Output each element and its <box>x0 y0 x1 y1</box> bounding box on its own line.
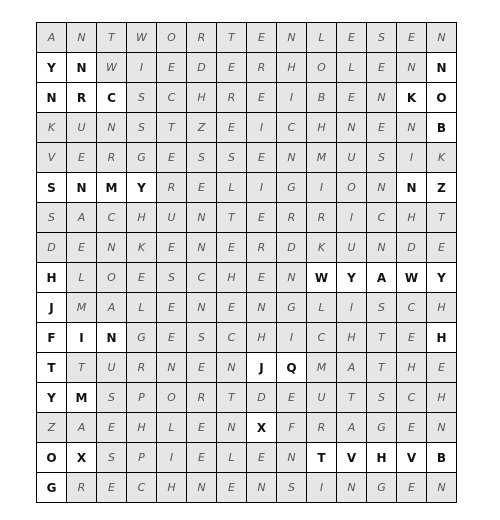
grid-cell[interactable]: J <box>37 293 67 323</box>
grid-cell[interactable]: G <box>277 173 307 203</box>
grid-cell[interactable]: E <box>337 23 367 53</box>
grid-cell[interactable]: H <box>217 263 247 293</box>
grid-cell[interactable]: S <box>367 383 397 413</box>
grid-cell[interactable]: X <box>247 413 277 443</box>
grid-cell[interactable]: N <box>157 353 187 383</box>
grid-cell[interactable]: E <box>397 323 427 353</box>
grid-cell[interactable]: Z <box>37 413 67 443</box>
grid-cell[interactable]: C <box>157 83 187 113</box>
grid-cell[interactable]: U <box>337 143 367 173</box>
grid-cell[interactable]: T <box>367 353 397 383</box>
grid-cell[interactable]: E <box>187 353 217 383</box>
grid-cell[interactable]: E <box>187 173 217 203</box>
grid-cell[interactable]: T <box>37 353 67 383</box>
grid-cell[interactable]: L <box>307 293 337 323</box>
grid-cell[interactable]: E <box>427 353 457 383</box>
grid-cell[interactable]: Y <box>337 263 367 293</box>
grid-cell[interactable]: G <box>367 473 397 503</box>
grid-cell[interactable]: T <box>217 23 247 53</box>
grid-cell[interactable]: I <box>277 323 307 353</box>
grid-cell[interactable]: E <box>97 413 127 443</box>
grid-cell[interactable]: C <box>397 293 427 323</box>
grid-cell[interactable]: N <box>367 233 397 263</box>
grid-cell[interactable]: A <box>67 203 97 233</box>
grid-cell[interactable]: O <box>157 23 187 53</box>
grid-cell[interactable]: H <box>397 353 427 383</box>
grid-cell[interactable]: N <box>247 293 277 323</box>
grid-cell[interactable]: N <box>187 233 217 263</box>
grid-cell[interactable]: N <box>367 173 397 203</box>
grid-cell[interactable]: D <box>277 233 307 263</box>
grid-cell[interactable]: N <box>427 473 457 503</box>
grid-cell[interactable]: T <box>217 203 247 233</box>
grid-cell[interactable]: T <box>427 203 457 233</box>
grid-cell[interactable]: N <box>37 83 67 113</box>
grid-cell[interactable]: R <box>127 353 157 383</box>
grid-cell[interactable]: H <box>247 323 277 353</box>
grid-cell[interactable]: T <box>67 353 97 383</box>
grid-cell[interactable]: M <box>307 143 337 173</box>
grid-cell[interactable]: K <box>397 83 427 113</box>
grid-cell[interactable]: S <box>127 113 157 143</box>
grid-cell[interactable]: L <box>67 263 97 293</box>
grid-cell[interactable]: H <box>307 113 337 143</box>
grid-cell[interactable]: E <box>157 233 187 263</box>
grid-cell[interactable]: S <box>187 323 217 353</box>
grid-cell[interactable]: D <box>37 233 67 263</box>
grid-cell[interactable]: C <box>97 83 127 113</box>
grid-cell[interactable]: E <box>427 233 457 263</box>
grid-cell[interactable]: R <box>157 173 187 203</box>
grid-cell[interactable]: E <box>97 473 127 503</box>
grid-cell[interactable]: E <box>367 113 397 143</box>
grid-cell[interactable]: S <box>37 203 67 233</box>
grid-cell[interactable]: K <box>37 113 67 143</box>
grid-cell[interactable]: Y <box>37 53 67 83</box>
grid-cell[interactable]: V <box>397 443 427 473</box>
grid-cell[interactable]: C <box>187 263 217 293</box>
grid-cell[interactable]: I <box>337 203 367 233</box>
grid-cell[interactable]: W <box>307 263 337 293</box>
grid-cell[interactable]: T <box>367 323 397 353</box>
grid-cell[interactable]: E <box>247 443 277 473</box>
grid-cell[interactable]: M <box>97 173 127 203</box>
grid-cell[interactable]: H <box>427 293 457 323</box>
grid-cell[interactable]: N <box>97 113 127 143</box>
grid-cell[interactable]: A <box>337 413 367 443</box>
grid-cell[interactable]: T <box>217 383 247 413</box>
grid-cell[interactable]: Z <box>187 113 217 143</box>
grid-cell[interactable]: B <box>427 443 457 473</box>
grid-cell[interactable]: N <box>337 473 367 503</box>
grid-cell[interactable]: P <box>127 443 157 473</box>
grid-cell[interactable]: O <box>97 263 127 293</box>
grid-cell[interactable]: R <box>217 83 247 113</box>
grid-cell[interactable]: N <box>427 53 457 83</box>
grid-cell[interactable]: I <box>397 143 427 173</box>
grid-cell[interactable]: H <box>127 203 157 233</box>
grid-cell[interactable]: T <box>337 383 367 413</box>
grid-cell[interactable]: N <box>277 263 307 293</box>
grid-cell[interactable]: L <box>217 173 247 203</box>
grid-cell[interactable]: N <box>67 53 97 83</box>
grid-cell[interactable]: S <box>97 383 127 413</box>
grid-cell[interactable]: D <box>187 53 217 83</box>
grid-cell[interactable]: W <box>97 53 127 83</box>
grid-cell[interactable]: N <box>397 113 427 143</box>
grid-cell[interactable]: E <box>337 83 367 113</box>
grid-cell[interactable]: S <box>367 23 397 53</box>
grid-cell[interactable]: M <box>67 383 97 413</box>
grid-cell[interactable]: Y <box>37 383 67 413</box>
grid-cell[interactable]: C <box>367 203 397 233</box>
grid-cell[interactable]: C <box>307 323 337 353</box>
grid-cell[interactable]: T <box>307 443 337 473</box>
grid-cell[interactable]: M <box>67 293 97 323</box>
grid-cell[interactable]: E <box>247 23 277 53</box>
grid-cell[interactable]: S <box>217 143 247 173</box>
grid-cell[interactable]: R <box>187 383 217 413</box>
grid-cell[interactable]: N <box>337 113 367 143</box>
grid-cell[interactable]: R <box>307 203 337 233</box>
grid-cell[interactable]: S <box>277 473 307 503</box>
grid-cell[interactable]: H <box>337 323 367 353</box>
grid-cell[interactable]: I <box>127 53 157 83</box>
grid-cell[interactable]: C <box>277 113 307 143</box>
grid-cell[interactable]: P <box>127 383 157 413</box>
grid-cell[interactable]: H <box>367 443 397 473</box>
grid-cell[interactable]: L <box>127 293 157 323</box>
grid-cell[interactable]: E <box>187 443 217 473</box>
grid-cell[interactable]: W <box>397 263 427 293</box>
grid-cell[interactable]: C <box>217 323 247 353</box>
grid-cell[interactable]: I <box>277 83 307 113</box>
grid-cell[interactable]: N <box>187 203 217 233</box>
grid-cell[interactable]: N <box>397 173 427 203</box>
grid-cell[interactable]: E <box>217 233 247 263</box>
grid-cell[interactable]: O <box>157 383 187 413</box>
grid-cell[interactable]: H <box>127 413 157 443</box>
grid-cell[interactable]: A <box>367 263 397 293</box>
grid-cell[interactable]: Y <box>427 263 457 293</box>
grid-cell[interactable]: E <box>247 143 277 173</box>
grid-cell[interactable]: J <box>247 353 277 383</box>
grid-cell[interactable]: N <box>67 173 97 203</box>
grid-cell[interactable]: O <box>37 443 67 473</box>
grid-cell[interactable]: D <box>247 383 277 413</box>
grid-cell[interactable]: H <box>277 53 307 83</box>
grid-cell[interactable]: R <box>97 143 127 173</box>
grid-cell[interactable]: K <box>427 143 457 173</box>
grid-cell[interactable]: E <box>187 413 217 443</box>
grid-cell[interactable]: S <box>367 293 397 323</box>
grid-cell[interactable]: G <box>367 413 397 443</box>
grid-cell[interactable]: S <box>187 143 217 173</box>
grid-cell[interactable]: A <box>337 353 367 383</box>
grid-cell[interactable]: E <box>217 113 247 143</box>
grid-cell[interactable]: N <box>277 23 307 53</box>
grid-cell[interactable]: I <box>307 173 337 203</box>
grid-cell[interactable]: E <box>397 23 427 53</box>
grid-cell[interactable]: G <box>277 293 307 323</box>
grid-cell[interactable]: E <box>157 143 187 173</box>
grid-cell[interactable]: H <box>397 203 427 233</box>
grid-cell[interactable]: S <box>97 443 127 473</box>
grid-cell[interactable]: F <box>277 413 307 443</box>
grid-cell[interactable]: R <box>67 83 97 113</box>
grid-cell[interactable]: T <box>97 23 127 53</box>
grid-cell[interactable]: N <box>217 353 247 383</box>
grid-cell[interactable]: I <box>337 293 367 323</box>
grid-cell[interactable]: R <box>187 23 217 53</box>
grid-cell[interactable]: N <box>97 323 127 353</box>
grid-cell[interactable]: R <box>247 233 277 263</box>
grid-cell[interactable]: R <box>67 473 97 503</box>
grid-cell[interactable]: N <box>187 293 217 323</box>
grid-cell[interactable]: S <box>367 143 397 173</box>
grid-cell[interactable]: W <box>127 23 157 53</box>
grid-cell[interactable]: E <box>67 233 97 263</box>
grid-cell[interactable]: U <box>337 233 367 263</box>
grid-cell[interactable]: S <box>127 83 157 113</box>
grid-cell[interactable]: E <box>157 293 187 323</box>
grid-cell[interactable]: E <box>217 293 247 323</box>
grid-cell[interactable]: K <box>307 233 337 263</box>
grid-cell[interactable]: R <box>307 413 337 443</box>
grid-cell[interactable]: N <box>187 473 217 503</box>
grid-cell[interactable]: V <box>37 143 67 173</box>
grid-cell[interactable]: N <box>217 413 247 443</box>
grid-cell[interactable]: L <box>307 23 337 53</box>
grid-cell[interactable]: Y <box>127 173 157 203</box>
grid-cell[interactable]: E <box>157 323 187 353</box>
grid-cell[interactable]: I <box>247 113 277 143</box>
grid-cell[interactable]: E <box>157 53 187 83</box>
grid-cell[interactable]: E <box>247 83 277 113</box>
grid-cell[interactable]: E <box>247 263 277 293</box>
grid-cell[interactable]: U <box>307 383 337 413</box>
grid-cell[interactable]: M <box>307 353 337 383</box>
grid-cell[interactable]: N <box>367 83 397 113</box>
grid-cell[interactable]: U <box>97 353 127 383</box>
grid-cell[interactable]: E <box>277 383 307 413</box>
grid-cell[interactable]: U <box>157 203 187 233</box>
grid-cell[interactable]: H <box>37 263 67 293</box>
grid-cell[interactable]: O <box>307 53 337 83</box>
grid-cell[interactable]: I <box>247 173 277 203</box>
grid-cell[interactable]: C <box>97 203 127 233</box>
grid-cell[interactable]: G <box>127 143 157 173</box>
grid-cell[interactable]: N <box>277 143 307 173</box>
grid-cell[interactable]: O <box>337 173 367 203</box>
grid-cell[interactable]: H <box>427 323 457 353</box>
grid-cell[interactable]: A <box>67 413 97 443</box>
grid-cell[interactable]: E <box>217 53 247 83</box>
grid-cell[interactable]: T <box>157 113 187 143</box>
grid-cell[interactable]: Z <box>427 173 457 203</box>
grid-cell[interactable]: A <box>97 293 127 323</box>
grid-cell[interactable]: E <box>67 143 97 173</box>
grid-cell[interactable]: A <box>37 23 67 53</box>
grid-cell[interactable]: B <box>307 83 337 113</box>
grid-cell[interactable]: N <box>67 23 97 53</box>
grid-cell[interactable]: B <box>427 113 457 143</box>
grid-cell[interactable]: N <box>277 443 307 473</box>
grid-cell[interactable]: I <box>157 443 187 473</box>
grid-cell[interactable]: N <box>427 23 457 53</box>
word-search-grid <box>36 22 457 503</box>
grid-cell[interactable]: H <box>427 383 457 413</box>
grid-cell[interactable]: S <box>157 263 187 293</box>
grid-cell[interactable]: N <box>97 233 127 263</box>
grid-cell[interactable]: S <box>37 173 67 203</box>
grid-cell[interactable]: C <box>127 473 157 503</box>
grid-cell[interactable]: N <box>247 473 277 503</box>
grid-cell[interactable]: I <box>67 323 97 353</box>
grid-cell[interactable]: R <box>277 203 307 233</box>
grid-cell[interactable]: L <box>337 53 367 83</box>
grid-cell[interactable]: I <box>307 473 337 503</box>
grid-cell[interactable]: U <box>67 113 97 143</box>
grid-cell[interactable]: E <box>397 473 427 503</box>
grid-cell[interactable]: N <box>397 53 427 83</box>
grid-cell[interactable]: O <box>427 83 457 113</box>
grid-cell[interactable]: E <box>247 203 277 233</box>
grid-cell[interactable]: G <box>37 473 67 503</box>
grid-cell[interactable]: L <box>157 413 187 443</box>
grid-cell[interactable]: E <box>367 53 397 83</box>
grid-cell[interactable]: K <box>127 233 157 263</box>
grid-cell[interactable]: F <box>37 323 67 353</box>
grid-cell[interactable]: X <box>67 443 97 473</box>
grid-cell[interactable]: H <box>187 83 217 113</box>
grid-cell[interactable]: L <box>217 443 247 473</box>
grid-cell[interactable]: E <box>397 413 427 443</box>
grid-cell[interactable]: N <box>427 413 457 443</box>
grid-cell[interactable]: R <box>247 53 277 83</box>
grid-cell[interactable]: V <box>337 443 367 473</box>
grid-cell[interactable]: C <box>397 383 427 413</box>
grid-cell[interactable]: D <box>397 233 427 263</box>
grid-cell[interactable]: Q <box>277 353 307 383</box>
grid-cell[interactable]: E <box>217 473 247 503</box>
grid-cell[interactable]: G <box>127 323 157 353</box>
grid-cell[interactable]: H <box>157 473 187 503</box>
grid-cell[interactable]: E <box>127 263 157 293</box>
